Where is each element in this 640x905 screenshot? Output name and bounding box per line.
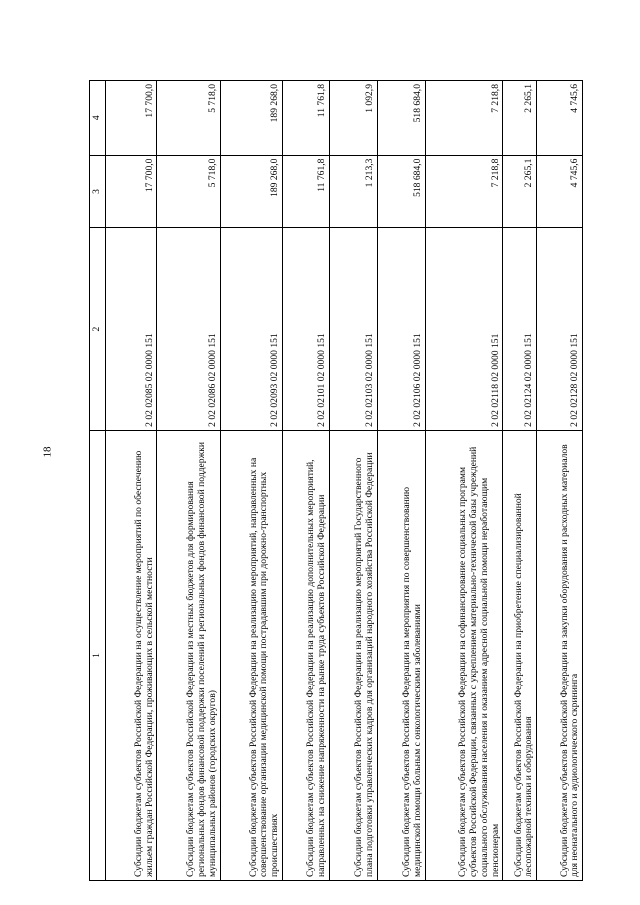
row-value-4: 5 718,0: [157, 81, 220, 156]
row-code: 2 02 02086 02 0000 151: [157, 228, 220, 430]
row-value-3: 189 268,0: [220, 155, 282, 228]
row-name: Субсидии бюджетам субъектов Российской Федерации на мероприятия по совершенствованию медицинской помощи больным с онкологическими заболеваниями: [377, 430, 425, 880]
header-col-3: 3: [90, 155, 106, 228]
row-value-3: 17 700,0: [106, 155, 157, 228]
row-code: 2 02 02124 02 0000 151: [503, 228, 537, 430]
header-col-1: 1: [90, 430, 106, 880]
table-row: [106, 81, 157, 881]
row-value-4: 17 700,0: [106, 81, 157, 156]
table-row: [425, 81, 503, 881]
row-code: 2 02 02128 02 0000 151: [537, 228, 583, 430]
row-name: Субсидии бюджетам субъектов Российской Федерации на приобретение специализированной лесопожарной техники и оборудования: [503, 430, 537, 880]
row-value-3: 518 684,0: [377, 155, 425, 228]
table-row: [282, 81, 329, 881]
row-value-4: 518 684,0: [377, 81, 425, 156]
row-code: 2 02 02106 02 0000 151: [377, 228, 425, 430]
row-value-4: 189 268,0: [220, 81, 282, 156]
row-code: 2 02 02101 02 0000 151: [282, 228, 329, 430]
row-value-3: 4 745,6: [537, 155, 583, 228]
row-name: Субсидии бюджетам субъектов Российской Федерации на реализацию мероприятий Государственного плана подготовки управленческих кадров для организаций народного хозяйства Российской Федерации: [329, 430, 377, 880]
row-value-4: 1 092,9: [329, 81, 377, 156]
table-row: [329, 81, 377, 881]
page-number: [41, 440, 53, 464]
row-code: 2 02 02093 02 0000 151: [220, 228, 282, 430]
row-value-3: 11 761,8: [282, 155, 329, 228]
table-row: [503, 81, 537, 881]
row-name: Субсидии бюджетам субъектов Российской Федерации на закупки оборудования и расходных материалов для неонатального и аудиологического скрининга: [537, 430, 583, 880]
header-col-2: 2: [90, 228, 106, 430]
row-value-3: 2 265,1: [503, 155, 537, 228]
row-value-4: 2 265,1: [503, 81, 537, 156]
table-row: [157, 81, 220, 881]
row-value-4: 4 745,6: [537, 81, 583, 156]
row-code: 2 02 02118 02 0000 151: [425, 228, 503, 430]
table-row: [377, 81, 425, 881]
row-value-4: 11 761,8: [282, 81, 329, 156]
row-code: 2 02 02085 02 0000 151: [106, 228, 157, 430]
row-value-4: 7 218,8: [425, 81, 503, 156]
row-name: Субсидии бюджетам субъектов Российской Федерации на реализацию дополнительных мероприятий, направленных на снижение напряженности на рынке труда субъектов Российской Федерации: [282, 430, 329, 880]
table-row: [537, 81, 583, 881]
table-row: [220, 81, 282, 881]
header-col-4: 4: [90, 81, 106, 156]
budget-table-wrapper: [89, 80, 583, 881]
row-value-3: 7 218,8: [425, 155, 503, 228]
row-name: Субсидии бюджетам субъектов Российской Федерации на реализацию мероприятий, направленных на совершенствование организации медицинской помощи пострадавшим при дорожно-транспортных происшествиях: [220, 430, 282, 880]
row-name: Субсидии бюджетам субъектов Российской Федерации на осуществление мероприятий по обеспечению жильем граждан Российской Федерации, проживающих в сельской местности: [106, 430, 157, 880]
row-value-3: 5 718,0: [157, 155, 220, 228]
budget-table: [89, 80, 583, 881]
table-header-row: [90, 81, 106, 881]
row-code: 2 02 02103 02 0000 151: [329, 228, 377, 430]
row-value-3: 1 213,3: [329, 155, 377, 228]
page-number-text: 18: [41, 446, 53, 458]
row-name: Субсидии бюджетам субъектов Российской Федерации из местных бюджетов для формирования региональных фондов финансовой поддержки поселений и региональных фондов финансовой поддержки муниципальных районов (городских округов): [157, 430, 220, 880]
row-name: Субсидии бюджетам субъектов Российской Федерации на софинансирование социальных программ субъектов Российской Федерации, связанных с укреплением материально-технической базы учреждений социального обслуживания населения и оказанием адресной социальной помощи неработающим пенсионерам: [425, 430, 503, 880]
